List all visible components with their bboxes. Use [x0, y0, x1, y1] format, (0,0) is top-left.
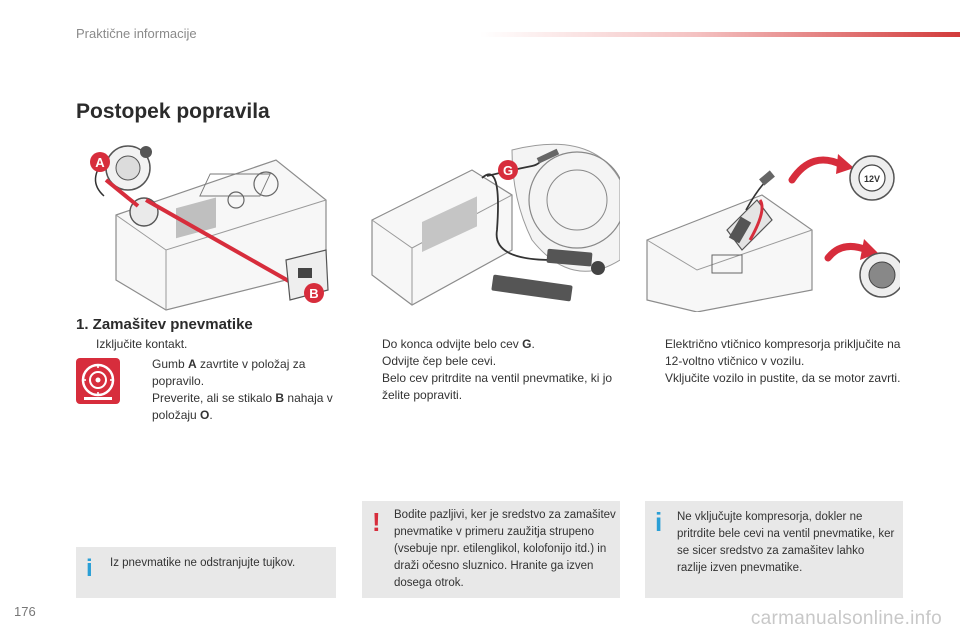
list-item: Izključite kontakt. [96, 337, 188, 351]
watermark: carmanualsonline.info [750, 608, 942, 629]
list-item: Do konca odvijte belo cev G. [382, 337, 535, 351]
page-number: 176 [14, 604, 36, 619]
header-accent-bar [480, 32, 960, 37]
info-icon: i [86, 555, 93, 582]
note-text: Bodite pazljivi, ker je sredstvo za zamašitev pnevmatike v primeru zaužitja strupeno (vsebuje npr. etilenglikol, kolofonijo itd.) in draži očesno sluznico. Hranite ga izven dosega otrok. [394, 509, 616, 589]
compressor-icon [76, 358, 120, 404]
list-item: Odvijte čep bele cevi. [382, 354, 497, 368]
list-item: Preverite, ali se stikalo B nahaja v položaju O. [152, 391, 333, 422]
section-label: Praktične informacije [76, 26, 197, 41]
illustration-compressor-switch [76, 140, 334, 312]
note-text: Ne vključujte kompresorja, dokler ne pritrdite bele cevi na ventil pnevmatike, ker se sicer sredstvo za zamašitev lahko razlije izven pnevmatike. [677, 511, 895, 574]
warning-note-toxic [362, 501, 620, 598]
list-item: Gumb A zavrtite v položaj za popravilo. [152, 357, 306, 388]
step-intro-list [76, 336, 336, 353]
info-note-foreign-objects [76, 547, 336, 598]
callout-a: A [95, 155, 105, 170]
callout-b: B [309, 286, 319, 301]
illustration-white-hose [362, 140, 620, 312]
compressor-drawing [76, 140, 334, 312]
gauge-icon [76, 358, 120, 404]
list-item: Belo cev pritrdite na ventil pnevmatike, ki jo želite popraviti. [382, 371, 613, 402]
step1-list [132, 356, 336, 424]
socket-12v-label: 12V [863, 174, 881, 184]
callout-g: G [502, 163, 514, 178]
socket-step-list [645, 336, 903, 387]
warning-icon: ! [372, 507, 381, 537]
hose-drawing [362, 140, 620, 312]
list-item: Vključite vozilo in pustite, da se motor zavrti. [665, 371, 901, 385]
page-title: Postopek popravila [76, 100, 270, 123]
illustration-12v-socket [642, 140, 900, 312]
hose-step-list [362, 336, 620, 404]
note-text: Iz pnevmatike ne odstranjujte tujkov. [110, 557, 296, 569]
socket-drawing [642, 140, 900, 312]
info-note-compressor [645, 501, 903, 598]
step-heading: 1. Zamašitev pnevmatike [76, 316, 253, 333]
info-icon: i [655, 507, 663, 537]
list-item: Električno vtičnico kompresorja priključite na 12-voltno vtičnico v vozilu. [665, 337, 901, 368]
